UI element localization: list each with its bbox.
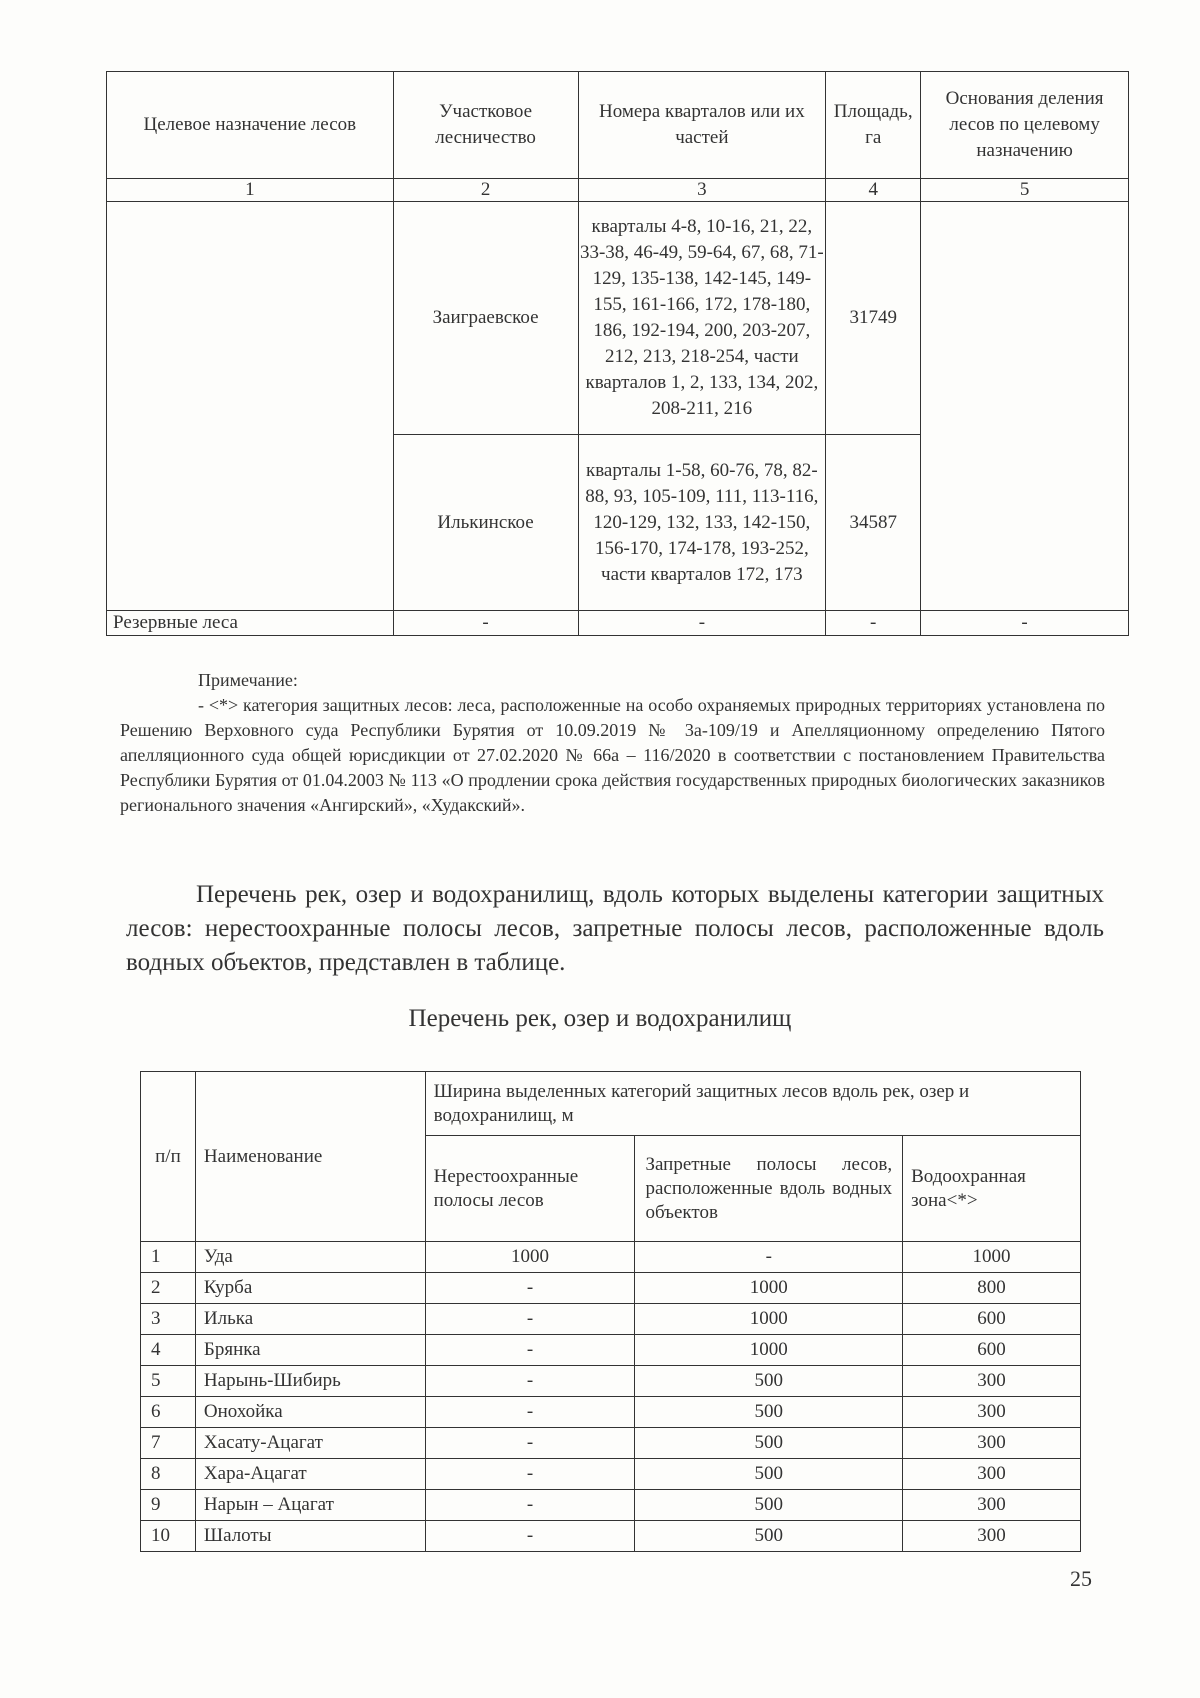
water-zone-width: 800 <box>903 1273 1081 1304</box>
table-row <box>141 1273 1081 1304</box>
table-row <box>141 1397 1081 1428</box>
table-row <box>141 1242 1081 1273</box>
dash-cell: - <box>921 611 1129 636</box>
header-quarter-numbers: Номера кварталов или их частей <box>578 72 826 179</box>
dash-cell: - <box>393 611 578 636</box>
paragraph-text: Перечень рек, озер и водохранилищ, вдоль которых выделены категории защитных лесов: нерестоохранные полосы лесов, запретные полосы лесов, расположенные вдоль водных объектов, представлен в таблице. <box>126 881 1104 976</box>
water-body-name: Нарын – Ацагат <box>195 1490 425 1521</box>
header-row-number: п/п <box>141 1072 196 1242</box>
spawning-width: 1000 <box>425 1242 635 1273</box>
water-body-name: Онохойка <box>195 1397 425 1428</box>
prohibited-width: 500 <box>635 1428 903 1459</box>
spawning-width: - <box>425 1521 635 1552</box>
row-number: 4 <box>141 1335 196 1366</box>
forestry-name: Илькинское <box>393 435 578 611</box>
row-number: 2 <box>141 1273 196 1304</box>
note-heading: Примечание: <box>198 670 298 690</box>
col-number: 2 <box>393 179 578 202</box>
table2-title: Перечень рек, озер и водохранилищ <box>408 1005 792 1032</box>
water-zone-width: 300 <box>903 1366 1081 1397</box>
water-zone-width: 300 <box>903 1459 1081 1490</box>
dash-cell: - <box>578 611 826 636</box>
header-forest-purpose: Целевое назначение лесов <box>107 72 394 179</box>
col-number: 1 <box>107 179 394 202</box>
water-zone-width: 300 <box>903 1490 1081 1521</box>
header-spawning-strips: Нерестоохранные полосы лесов <box>425 1136 635 1242</box>
spawning-width: - <box>425 1366 635 1397</box>
water-body-name: Хасату-Ацагат <box>195 1428 425 1459</box>
prohibited-width: 1000 <box>635 1335 903 1366</box>
header-division-basis: Основания деления лесов по целевому назначению <box>921 72 1129 179</box>
water-body-name: Брянка <box>195 1335 425 1366</box>
area-value: 34587 <box>826 435 921 611</box>
reserve-forest-label: Резервные леса <box>107 611 394 636</box>
prohibited-width: 500 <box>635 1490 903 1521</box>
spawning-width: - <box>425 1273 635 1304</box>
water-zone-width: 600 <box>903 1335 1081 1366</box>
table-row <box>141 1490 1081 1521</box>
header-area: Площадь, га <box>826 72 921 179</box>
header-prohibited-strips: Запретные полосы лесов, расположенные вдоль водных объектов <box>635 1136 903 1242</box>
water-zone-width: 600 <box>903 1304 1081 1335</box>
row-number: 7 <box>141 1428 196 1459</box>
spawning-width: - <box>425 1459 635 1490</box>
spawning-width: - <box>425 1397 635 1428</box>
purpose-cell-empty <box>107 202 394 611</box>
water-zone-width: 1000 <box>903 1242 1081 1273</box>
forest-purpose-table <box>106 71 1129 636</box>
page-number: 25 <box>1070 1566 1092 1591</box>
header-water-protection-zone: Водоохранная зона<*> <box>903 1136 1081 1242</box>
row-number: 1 <box>141 1242 196 1273</box>
spawning-width: - <box>425 1490 635 1521</box>
water-zone-width: 300 <box>903 1397 1081 1428</box>
intro-paragraph <box>126 878 1104 980</box>
note-text: - <*> категория защитных лесов: леса, расположенные на особо охраняемых природных территориях установлена по Решению Верховного суда Республики Бурятия от 10.09.2019 № 3а-109/19 и Апелляционному определению Пятого апелляционного суда общей юрисдикции от 27.02.2020 № 66а – 116/2020 в соответствии с постановлением Правительства Республики Бурятия от 01.04.2003 № 113 «О продлении срока действия государственных природных биологических заказников регионального значения «Ангирский», «Худакский». <box>120 695 1105 815</box>
quarter-list: кварталы 1-58, 60-76, 78, 82-88, 93, 105-109, 111, 113-116, 120-129, 132, 133, 142-150, 156-170, 174-178, 193-252, части кварталов 172, 173 <box>578 435 826 611</box>
prohibited-width: - <box>635 1242 903 1273</box>
note-block <box>120 668 1105 818</box>
water-body-name: Илька <box>195 1304 425 1335</box>
spawning-width: - <box>425 1428 635 1459</box>
table-row <box>107 202 1129 435</box>
header-width-group: Ширина выделенных категорий защитных лесов вдоль рек, озер и водохранилищ, м <box>425 1072 1080 1136</box>
table-row <box>141 1428 1081 1459</box>
water-body-name: Курба <box>195 1273 425 1304</box>
water-body-name: Нарынь-Шибирь <box>195 1366 425 1397</box>
row-number: 6 <box>141 1397 196 1428</box>
water-body-name: Шалоты <box>195 1521 425 1552</box>
col-number: 5 <box>921 179 1129 202</box>
row-number: 5 <box>141 1366 196 1397</box>
table-row <box>141 1521 1081 1552</box>
header-district-forestry: Участковое лесничество <box>393 72 578 179</box>
area-value: 31749 <box>826 202 921 435</box>
prohibited-width: 500 <box>635 1521 903 1552</box>
water-body-name: Хара-Ацагат <box>195 1459 425 1490</box>
table-row <box>141 1366 1081 1397</box>
prohibited-width: 500 <box>635 1366 903 1397</box>
header-name: Наименование <box>195 1072 425 1242</box>
prohibited-width: 500 <box>635 1459 903 1490</box>
rivers-table <box>140 1071 1081 1552</box>
row-number: 10 <box>141 1521 196 1552</box>
forestry-name: Заиграевское <box>393 202 578 435</box>
table-row <box>141 1335 1081 1366</box>
dash-cell: - <box>826 611 921 636</box>
prohibited-width: 1000 <box>635 1304 903 1335</box>
row-number: 3 <box>141 1304 196 1335</box>
prohibited-width: 500 <box>635 1397 903 1428</box>
water-body-name: Уда <box>195 1242 425 1273</box>
col-number: 3 <box>578 179 826 202</box>
row-number: 9 <box>141 1490 196 1521</box>
water-zone-width: 300 <box>903 1428 1081 1459</box>
quarter-list: кварталы 4-8, 10-16, 21, 22, 33-38, 46-49, 59-64, 67, 68, 71-129, 135-138, 142-145, 149-155, 161-166, 172, 178-180, 186, 192-194, 200, 203-207, 212, 213, 218-254, части кварталов 1, 2, 133, 134, 202, 208-211, 216 <box>578 202 826 435</box>
col-number: 4 <box>826 179 921 202</box>
prohibited-width: 1000 <box>635 1273 903 1304</box>
table-row <box>141 1304 1081 1335</box>
row-number: 8 <box>141 1459 196 1490</box>
table-row <box>107 611 1129 636</box>
table-row <box>141 1459 1081 1490</box>
spawning-width: - <box>425 1304 635 1335</box>
water-zone-width: 300 <box>903 1521 1081 1552</box>
basis-cell-empty <box>921 202 1129 611</box>
spawning-width: - <box>425 1335 635 1366</box>
